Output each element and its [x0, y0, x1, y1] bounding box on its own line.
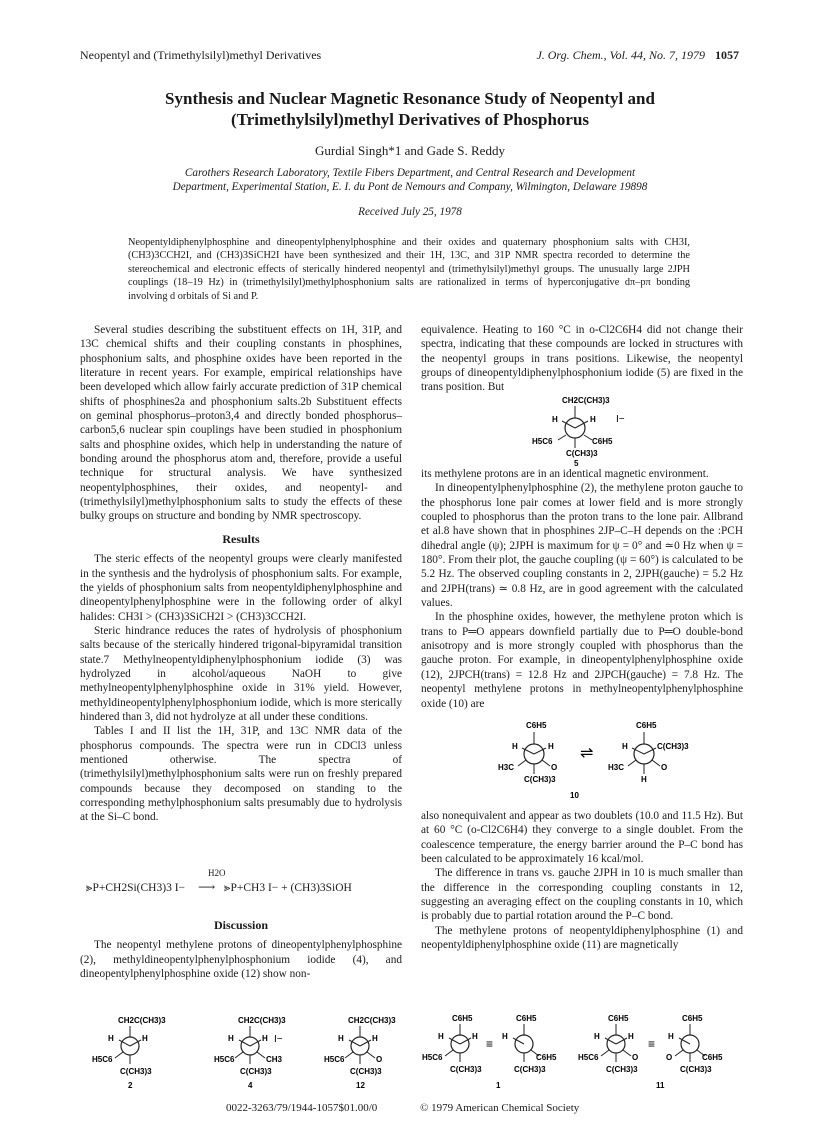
- title-line-1: Synthesis and Nuclear Magnetic Resonance Study of Neopentyl and: [165, 89, 655, 108]
- s5-left: H5C6: [532, 437, 553, 446]
- s10b-top: C6H5: [636, 721, 657, 730]
- left-column-lower: [80, 910, 402, 981]
- right-paragraph-1: equivalence. Heating to 160 °C in o-Cl2C6H4 did not change their spectra, indicating that these compounds are locked in structures with the neopentyl groups in trans positions. Likewise, the neopentyl groups of dineopentyldiphenylphosphonium iodide (5) are fixed in the trans position. But: [421, 324, 743, 394]
- s10a-right: H: [548, 742, 554, 751]
- s5-bottom: C(CH3)3: [566, 449, 598, 458]
- s4-top: CH2C(CH3)3: [238, 1016, 286, 1025]
- s10a-top: C6H5: [526, 721, 547, 730]
- results-heading: Results: [222, 531, 260, 546]
- structures-2-4-12: [90, 1014, 410, 1097]
- results-paragraph-2: Steric hindrance reduces the rates of hydrolysis of phosphonium salts because of the sterically hindered trigonal-bipyramidal transition state.7 Methylneopentyldiphenylphosphonium iodide (3) was hydrolyzed in alcohol/aqueous NaOH to give methylneopentylphenylphosphine oxide in 31% yield. However, methyldineopentylphenylphosphonium iodide, which is more sterically hindered than 3, did not hydrolyze at all under these conditions.: [80, 624, 402, 723]
- s10a-h: H: [512, 742, 518, 751]
- right-paragraph-4: In the phosphine oxides, however, the methylene proton which is trans to P═O appears downfield partially due to P═O double-bond anisotropy and is more strongly coupled with phosphorus than the gauche proton. For example, in dineopentylphenylphosphine oxide (12), 2JPCH(trans) = 12.8 Hz and 2JPCH(gauche) = 7.8 Hz. The neopentyl methylene protons in methylneopentylphenylphosphine oxide (10) are: [421, 611, 743, 710]
- s1b-bottom: C(CH3)3: [514, 1065, 546, 1074]
- s11b-top: C6H5: [682, 1014, 703, 1023]
- s11a-left: H5C6: [578, 1053, 599, 1062]
- structure-2: [92, 1016, 166, 1090]
- s11b-left: O: [666, 1053, 673, 1062]
- affiliation-line-1: Carothers Research Laboratory, Textile Fibers Department, and Central Research and Development: [184, 167, 636, 179]
- s11b-bottom: C(CH3)3: [680, 1065, 712, 1074]
- right-paragraph-6: The difference in trans vs. gauche 2JPH in 10 is much smaller than the difference in the corresponding coupling constants in 12, suggesting an averaging effect on the coupling constants in 10, which is probably due to partial rotation around the P–C bond.: [421, 867, 743, 923]
- s10b-bottom: H: [641, 775, 647, 784]
- s5-h-right: H: [590, 415, 596, 424]
- s1b-h: H: [502, 1032, 508, 1041]
- s11b-right: C6H5: [702, 1053, 723, 1062]
- structure-5: [530, 394, 640, 471]
- s1-number: 1: [496, 1081, 501, 1090]
- s1a-h-right: H: [472, 1032, 478, 1041]
- right-paragraph-5: also nonequivalent and appear as two doublets (10.0 and 11.5 Hz). But at 60 °C (o-Cl2C6H4) they converge to a single doublet. From the coalescence temperature, the energy barrier around the P–C bond has been calculated to be approximately 16 kcal/mol.: [421, 810, 743, 866]
- right-column-lower: [421, 809, 743, 952]
- page-number: 1057: [715, 48, 739, 62]
- s11-number: 11: [656, 1081, 665, 1090]
- authors: Gurdial Singh*1 and Gade S. Reddy: [315, 143, 505, 158]
- s2-h-right: H: [142, 1034, 148, 1043]
- s4-bottom: C(CH3)3: [240, 1067, 272, 1076]
- s5-number: 5: [574, 459, 579, 466]
- journal-citation: J. Org. Chem., Vol. 44, No. 7, 1979: [536, 48, 705, 62]
- s10a-left: H3C: [498, 763, 515, 772]
- title-line-2: (Trimethylsilyl)methyl Derivatives of Phosphorus: [230, 110, 590, 129]
- s5-right: C6H5: [592, 437, 613, 446]
- s11a-h-left: H: [594, 1032, 600, 1041]
- footer-copyright: © 1979 American Chemical Society: [420, 1102, 580, 1114]
- structure-1a: [422, 1014, 482, 1074]
- s10-number: 10: [570, 791, 579, 800]
- s12-top: CH2C(CH3)3: [348, 1016, 396, 1025]
- running-head-left: Neopentyl and (Trimethylsilyl)methyl Derivatives: [80, 48, 322, 62]
- discussion-paragraph-1: The neopentyl methylene protons of dineopentylphenylphosphine (2), methyldineopentylphenylphosphonium iodide (4), and dineopentylphenylphosphine oxide (12) show non-: [80, 939, 402, 981]
- s2-top: CH2C(CH3)3: [118, 1016, 166, 1025]
- structure-1b: [502, 1014, 557, 1074]
- s12-h-right: H: [372, 1034, 378, 1043]
- s10-conformer-a: [498, 721, 557, 784]
- intro-paragraph: Several studies describing the substituent effects on 1H, 31P, and 13C chemical shifts and their coupling constants in phosphines, phosphonium salts, and phosphine oxides have been reported in the literature in recent years. For example, empirical relationships have been developed which allow fairly accurate prediction of 31P chemical shifts of phosphines2a and phosphonium salts.2b Substituent effects on geminal phosphorus–proton3,4 and directly bonded phosphorus–carbon5,6 nuclear spin couplings have been studied in phosphonium salts and phosphine oxides, which help in understanding the nature of bonding around the phosphorus atom and, therefore, provide a useful technique for structural analysis. We have synthesized neopentylphosphines, their oxides, and neopentyl- and (trimethylsilyl)methylphosphonium salts to study the effects of these bulky groups on structure and bonding by NMR spectroscopy.: [80, 324, 402, 523]
- equilibrium-arrows: ⇌: [580, 745, 594, 762]
- s1a-top: C6H5: [452, 1014, 473, 1023]
- s4-ion: I−: [274, 1034, 283, 1045]
- article-title: [120, 88, 700, 130]
- s1b-right: C6H5: [536, 1053, 557, 1062]
- s11a-h-right: H: [628, 1032, 634, 1041]
- s12-number: 12: [356, 1081, 365, 1090]
- equivalence-sign-1: ≡: [486, 1037, 494, 1051]
- s10a-bottom: C(CH3)3: [524, 775, 556, 784]
- reaction-arrow: ⟶: [198, 880, 216, 894]
- s11a-top: C6H5: [608, 1014, 629, 1023]
- s1a-h-left: H: [438, 1032, 444, 1041]
- structure-12: [324, 1016, 396, 1090]
- s10b-right: C(CH3)3: [657, 742, 689, 751]
- structure-4: [214, 1016, 286, 1090]
- right-column-top: [421, 323, 743, 395]
- results-paragraph-1: The steric effects of the neopentyl groups were clearly manifested in the synthesis and the hydrolysis of phosphonium salts. For example, the yields of phosphonium salts from neopentyldiphenylphosphine and dineopentylphenylphosphine were in the following order of alkyl halides: CH3I > (CH3)3SiCH2I > (CH3)3CCH2I.: [80, 553, 402, 623]
- s2-number: 2: [128, 1081, 133, 1090]
- s2-h-left: H: [108, 1034, 114, 1043]
- reaction-products: ⪢P+CH3 I− + (CH3)3SiOH: [224, 882, 352, 894]
- s4-h-right: H: [262, 1034, 268, 1043]
- structure-11b: [666, 1014, 723, 1074]
- footer-code: 0022-3263/79/1944-1057$01.00/0: [226, 1102, 378, 1114]
- abstract: Neopentyldiphenylphosphine and dineopentylphenylphosphine and their oxides and quaternary phosphonium salts with CH3I, (CH3)3CCH2I, and (CH3)3SiCH2I have been synthesized and their 1H, 13C, and 31P NMR spectra recorded to determine the stereochemical and electronic effects of sterically hindered neopentyl and (trimethylsilyl)methyl groups. The unusually large 2JPH couplings (18–19 Hz) in (trimethylsilyl)methylphosphonium salts are rationalized in terms of hyperconjugative dπ–pπ bonding involving d orbitals of Si and P.: [128, 237, 690, 302]
- s4-h-left: H: [228, 1034, 234, 1043]
- s4-number: 4: [248, 1081, 253, 1090]
- right-paragraph-2: its methylene protons are in an identical magnetic environment.: [421, 468, 709, 480]
- s12-bottom: C(CH3)3: [350, 1067, 382, 1076]
- left-column-upper: [80, 323, 402, 825]
- s11a-bottom: C(CH3)3: [606, 1065, 638, 1074]
- s11a-right: O: [632, 1053, 639, 1062]
- s2-bottom: C(CH3)3: [120, 1067, 152, 1076]
- structure-11a: [578, 1014, 638, 1074]
- s10b-h: H: [622, 742, 628, 751]
- right-column-middle: [421, 467, 743, 711]
- received-date: Received July 25, 1978: [358, 206, 462, 218]
- s1a-left: H5C6: [422, 1053, 443, 1062]
- s11b-h: H: [668, 1032, 674, 1041]
- s5-ion: I−: [616, 414, 625, 425]
- structure-10: [494, 718, 694, 805]
- s12-right: O: [376, 1055, 383, 1064]
- right-paragraph-7: The methylene protons of neopentyldiphenylphosphine (1) and neopentyldiphenylphosphine oxide (11) are magnetically: [421, 924, 743, 952]
- results-paragraph-3: Tables I and II list the 1H, 31P, and 13C NMR data of the phosphorus compounds. The spectra were run in CDCl3 unless mentioned otherwise. The spectra of (trimethylsilyl)methylphosphonium salts were run on freshly prepared compounds because they decomposed on standing to the corresponding methylphosphonium salts presumably due to hydrolysis at the Si–C bond.: [80, 725, 402, 824]
- reaction-reactant: ⪢P+CH2Si(CH3)3 I−: [86, 882, 186, 894]
- equivalence-sign-2: ≡: [648, 1037, 656, 1051]
- right-paragraph-3: In dineopentylphenylphosphine (2), the methylene proton gauche to the phosphorus lone pair comes at lower field and is more strongly coupled to phosphorus than the proton trans to the lone pair. Allbrand et al.8 have shown that in phosphines 2JP–C–H depends on the :PCH dihedral angle (ψ); 2JPH is maximum for ψ = 0° and ≃0 Hz when ψ = 180°. From their plot, the gauche coupling (ψ = 60°) is calculated to be 5.2 Hz. The observed coupling constants in 2, 2JPH(gauche) = 5.2 Hz and 2JPH(trans) ≃ 0.8 Hz, are in good agreement with the calculated values.: [421, 482, 743, 610]
- s10a-o: O: [551, 763, 558, 772]
- s10b-left: H3C: [608, 763, 625, 772]
- running-head-right: [536, 48, 739, 63]
- s4-right: CH3: [266, 1055, 283, 1064]
- s10-conformer-b: [608, 721, 689, 784]
- s2-left: H5C6: [92, 1055, 113, 1064]
- s12-h-left: H: [338, 1034, 344, 1043]
- s12-left: H5C6: [324, 1055, 345, 1064]
- discussion-heading: Discussion: [213, 918, 269, 932]
- reaction-reagent: H2O: [208, 868, 226, 878]
- s5-top: CH2C(CH3)3: [562, 396, 610, 405]
- s4-left: H5C6: [214, 1055, 235, 1064]
- affiliation-line-2: Department, Experimental Station, E. I. du Pont de Nemours and Company, Wilmington, Delaware 19898: [172, 181, 648, 193]
- s1a-bottom: C(CH3)3: [450, 1065, 482, 1074]
- affiliation: [100, 166, 720, 194]
- s1b-top: C6H5: [516, 1014, 537, 1023]
- structures-1-11: [420, 1012, 750, 1097]
- s5-h-left: H: [552, 415, 558, 424]
- hydrolysis-equation: [80, 868, 402, 908]
- s10b-o: O: [661, 763, 668, 772]
